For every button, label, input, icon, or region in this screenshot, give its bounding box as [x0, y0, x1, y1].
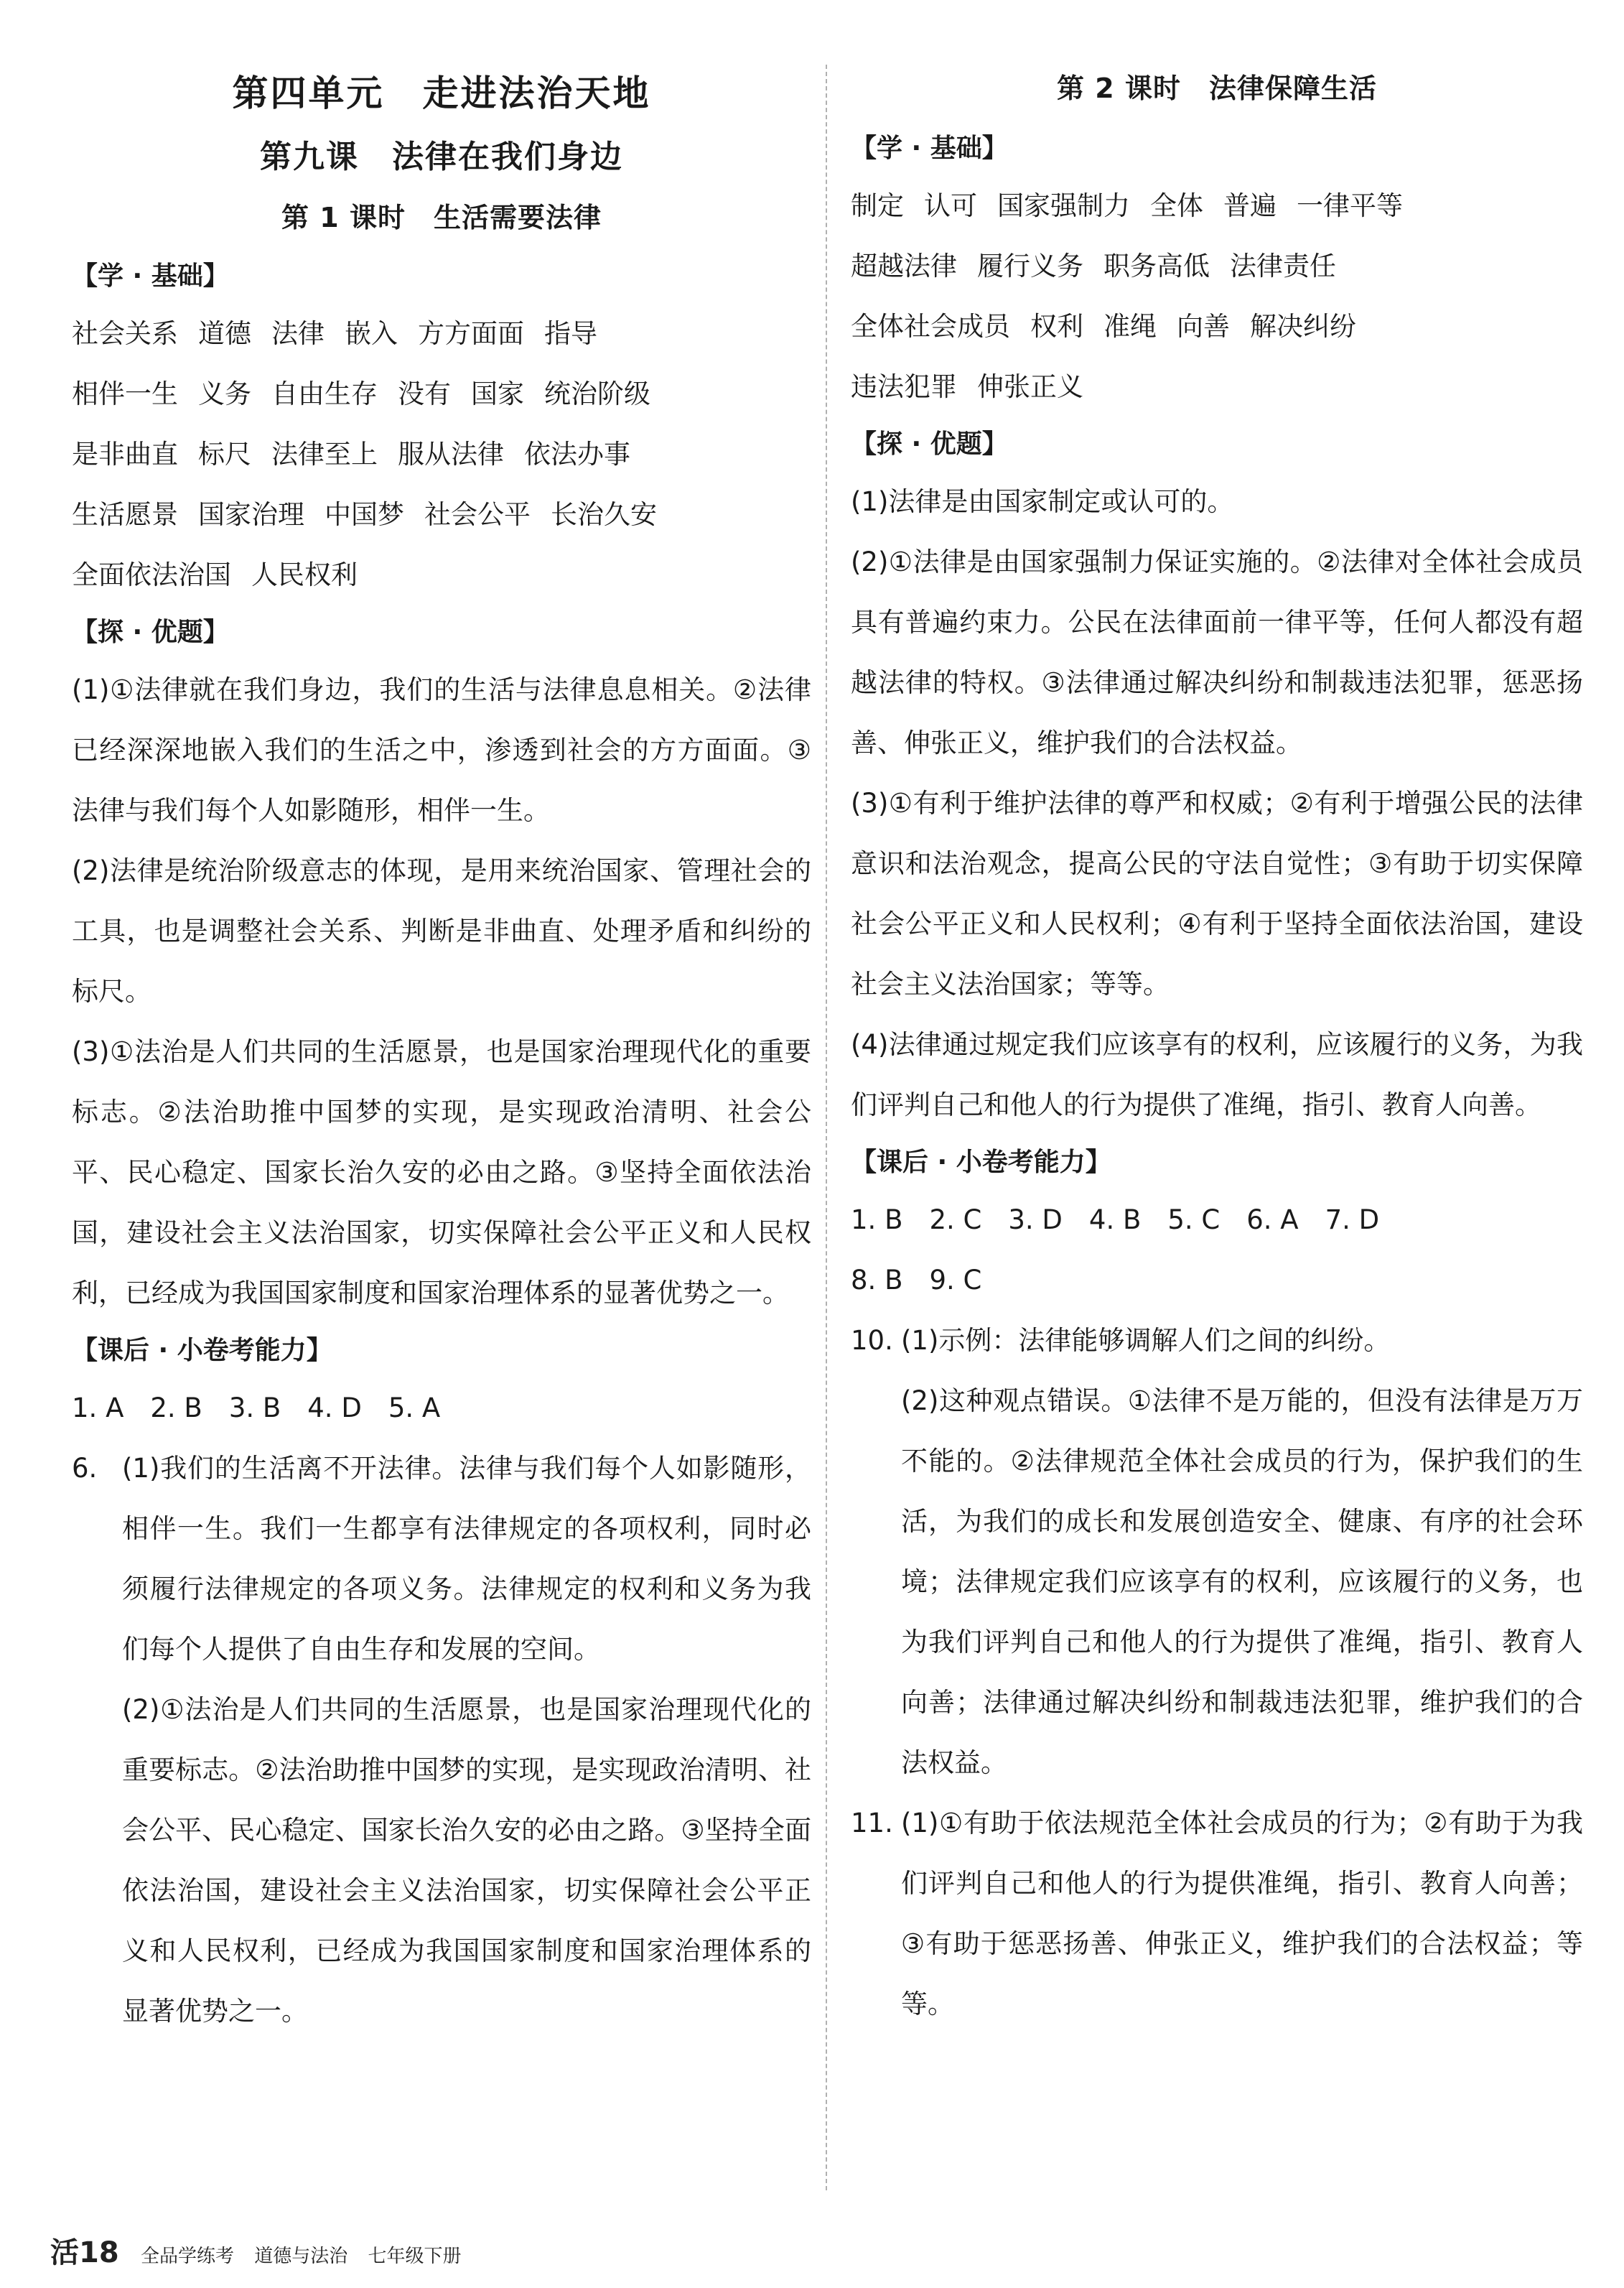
page-number: 活18: [50, 2236, 119, 2269]
keyword: 制定: [851, 190, 904, 221]
keyword: 全面依法治国: [72, 559, 231, 590]
keyword: 国家: [471, 378, 524, 409]
question-10-part-1: (1)示例：法律能够调解人们之间的纠纷。: [901, 1325, 1391, 1356]
question-11-part-1: (1)①有助于依法规范全体社会成员的行为；②有助于为我们评判自己和他人的行为提供准绳，指引、教育人向善；③有助于惩恶扬善、伸张正义，维护我们的合法权益；等等。: [901, 1808, 1583, 2019]
keyword: 权利: [1030, 311, 1083, 342]
keyword: 自由生存: [271, 378, 378, 409]
grade-name: 七年级下册: [368, 2246, 462, 2267]
keyword: 法律责任: [1230, 251, 1336, 282]
keyword-line: [72, 424, 811, 485]
keyword: 伸张正义: [977, 371, 1083, 402]
keyword: 没有: [398, 378, 451, 409]
page-footer: [50, 2230, 476, 2271]
question-10: [851, 1311, 1583, 1793]
keyword: 向善: [1177, 311, 1230, 342]
period-title: 第 2 课时 法律保障生活: [1057, 73, 1377, 104]
keyword: 一律平等: [1297, 190, 1403, 221]
keyword-line: [72, 304, 811, 364]
keyword: 统治阶级: [544, 378, 650, 409]
explore-answer-3: (3)①法治是人们共同的生活愿景，也是国家治理现代化的重要标志。②法治助推中国梦的实现，是实现政治清明、社会公平、民心稳定、国家长治久安的必由之路。③坚持全面依法治国，建设社会主义法治国家，切实保障社会公平正义和人民权利，已经成为我国国家制度和国家治理体系的显著优势之一。: [72, 1036, 811, 1308]
question-number: 6.: [72, 1453, 98, 1484]
keyword: 普遍: [1223, 190, 1277, 221]
choice-answers-1: 1. B 2. C 3. D 4. B 5. C 6. A 7. D: [851, 1204, 1380, 1235]
question-10-part-2: (2)这种观点错误。①法律不是万能的，但没有法律是万万不能的。②法律规范全体社会成员的行为，保护我们的生活，为我们的成长和发展创造安全、健康、有序的社会环境；法律规定我们应该享有的权利，应该履行的义务，也为我们评判自己和他人的行为提供了准绳，指引、教育人向善；法律通过解决纠纷和制裁违法犯罪，维护我们的合法权益。: [901, 1385, 1583, 1778]
keyword: 中国梦: [325, 499, 404, 530]
question-6-part-2: (2)①法治是人们共同的生活愿景，也是国家治理现代化的重要标志。②法治助推中国梦的实现，是实现政治清明、社会公平、民心稳定、国家长治久安的必由之路。③坚持全面依法治国，建设社会主义法治国家，切实保障社会公平正义和人民权利，已经成为我国国家制度和国家治理体系的显著优势之一。: [122, 1694, 811, 2027]
keyword: 标尺: [198, 439, 251, 470]
basics-keywords: [851, 176, 1583, 417]
question-number: 10.: [851, 1325, 893, 1356]
lesson-title: 第九课 法律在我们身边: [260, 139, 623, 175]
keyword: 生活愿景: [72, 499, 178, 530]
period-title: 第 1 课时 生活需要法律: [281, 202, 602, 233]
explore-answer-1: (1)法律是由国家制定或认可的。: [851, 486, 1234, 517]
keyword: 长治久安: [551, 499, 657, 530]
keyword-line: [851, 236, 1583, 297]
keyword: 法律: [271, 318, 325, 349]
after-class-heading: 【课后 · 小卷考能力】: [72, 1336, 332, 1365]
keyword: 相伴一生: [72, 378, 178, 409]
keyword: 嵌入: [345, 318, 398, 349]
keyword: 人民权利: [251, 559, 358, 590]
keyword: 履行义务: [977, 251, 1083, 282]
keyword: 认可: [924, 190, 977, 221]
explore-answer-2: (2)①法律是由国家强制力保证实施的。②法律对全体社会成员具有普遍约束力。公民在法律面前一律平等，任何人都没有超越法律的特权。③法律通过解决纠纷和制裁违法犯罪，惩恶扬善、伸张正义，维护我们的合法权益。: [851, 547, 1583, 758]
keyword: 服从法律: [398, 439, 504, 470]
keyword: 违法犯罪: [851, 371, 957, 402]
keyword: 法律至上: [271, 439, 378, 470]
subject-name: 道德与法治: [254, 2246, 348, 2267]
keyword: 全体: [1150, 190, 1203, 221]
explore-answer-4: (4)法律通过规定我们应该享有的权利，应该履行的义务，为我们评判自己和他人的行为提供了准绳，指引、教育人向善。: [851, 1029, 1583, 1120]
explore-heading: 【探 · 优题】: [72, 618, 229, 647]
keyword: 职务高低: [1103, 251, 1210, 282]
keyword: 国家治理: [198, 499, 304, 530]
keyword-line: [851, 357, 1583, 417]
keyword-line: [851, 176, 1583, 236]
question-6-part-1: (1)我们的生活离不开法律。法律与我们每个人如影随形，相伴一生。我们一生都享有法律规定的各项权利，同时必须履行法律规定的各项义务。法律规定的权利和义务为我们每个人提供了自由生存和发展的空间。: [122, 1453, 811, 1665]
question-6: [72, 1438, 811, 2042]
column-divider: [826, 65, 827, 2190]
keyword: 方方面面: [418, 318, 524, 349]
basics-keywords: [72, 304, 811, 605]
choice-answers-2: 8. B 9. C: [851, 1265, 982, 1296]
left-column: [72, 50, 811, 2042]
basics-heading: 【学 · 基础】: [72, 261, 229, 291]
after-class-heading: 【课后 · 小卷考能力】: [851, 1148, 1111, 1177]
keyword: 超越法律: [851, 251, 957, 282]
keyword: 国家强制力: [997, 190, 1130, 221]
explore-answer-2: (2)法律是统治阶级意志的体现，是用来统治国家、管理社会的工具，也是调整社会关系、判断是非曲直、处理矛盾和纠纷的标尺。: [72, 855, 811, 1007]
explore-answer-3: (3)①有利于维护法律的尊严和权威；②有利于增强公民的法律意识和法治观念，提高公民的守法自觉性；③有助于切实保障社会公平正义和人民权利；④有利于坚持全面依法治国，建设社会主义法治国家；等等。: [851, 788, 1583, 1000]
explore-heading: 【探 · 优题】: [851, 429, 1008, 459]
keyword-line: [72, 485, 811, 545]
keyword: 准绳: [1103, 311, 1157, 342]
keyword: 是非曲直: [72, 439, 178, 470]
series-name: 全品学练考: [140, 2246, 234, 2267]
keyword-line: [72, 364, 811, 424]
keyword: 依法办事: [524, 439, 630, 470]
explore-answer-1: (1)①法律就在我们身边，我们的生活与法律息息相关。②法律已经深深地嵌入我们的生活之中，渗透到社会的方方面面。③法律与我们每个人如影随形，相伴一生。: [72, 674, 811, 826]
choice-answers: 1. A 2. B 3. B 4. D 5. A: [72, 1392, 441, 1423]
keyword: 道德: [198, 318, 251, 349]
right-column: [851, 50, 1583, 2034]
keyword: 社会关系: [72, 318, 178, 349]
keyword-line: [851, 297, 1583, 357]
question-number: 11.: [851, 1808, 893, 1838]
keyword: 全体社会成员: [851, 311, 1010, 342]
keyword: 解决纠纷: [1250, 311, 1356, 342]
unit-title: 第四单元 走进法治天地: [232, 73, 651, 114]
keyword: 义务: [198, 378, 251, 409]
keyword: 指导: [544, 318, 597, 349]
keyword: 社会公平: [424, 499, 531, 530]
keyword-line: [72, 545, 811, 605]
basics-heading: 【学 · 基础】: [851, 134, 1008, 163]
question-11: [851, 1793, 1583, 2034]
